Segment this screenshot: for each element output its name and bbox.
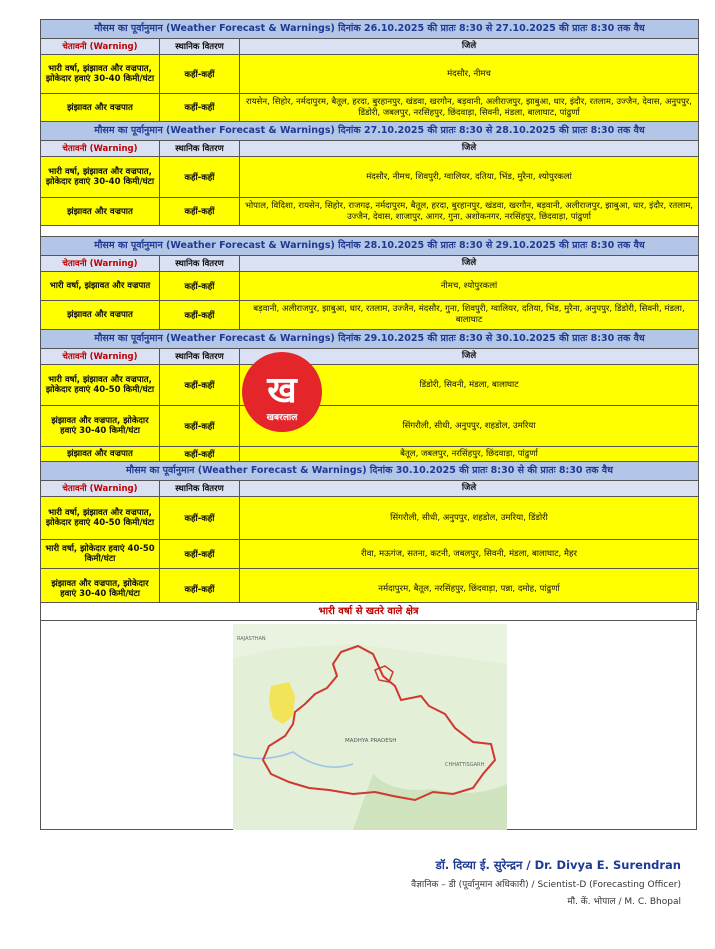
table-row	[41, 497, 698, 540]
risk-map-panel	[40, 602, 697, 830]
risk-map	[233, 624, 507, 830]
header-text: (Warning)	[89, 143, 138, 154]
warning-cell: झंझावत और वज्रपात, झोकेदार हवाएं 30-40 किमी/घंटा	[41, 406, 160, 446]
districts-cell: जिले	[461, 483, 477, 493]
header-text: मौसम का पूर्वानुमान	[94, 240, 163, 251]
table-row	[41, 365, 698, 406]
warning-cell	[41, 39, 160, 54]
warning-cell: झंझावत और वज्रपात, झोकेदार हवाएं 30-40 किमी/घंटा	[41, 569, 160, 609]
distribution-cell: कहीं-कहीं	[160, 198, 240, 225]
section-header	[41, 20, 698, 39]
header-text: दिनांक 30.10.2025 की प्रातः 8:30 से की प्रातः 8:30 तक वैध	[369, 465, 613, 476]
header-text: मौसम का पूर्वानुमान	[94, 125, 163, 136]
districts-cell: जिले	[461, 351, 477, 361]
header-text: (Weather Forecast & Warnings)	[166, 23, 335, 34]
distribution-cell: कहीं-कहीं	[160, 272, 240, 300]
districts-cell: जिले	[461, 41, 477, 51]
warning-cell: भारी वर्षा, झंझावत और वज्रपात, झोकेदार हवाएं 30-40 किमी/घंटा	[41, 157, 160, 197]
table-row	[41, 406, 698, 447]
logo-letter: ख	[267, 370, 297, 411]
header-text: चेतावनी	[62, 483, 87, 494]
header-text: दिनांक 27.10.2025 की प्रातः 8:30 से 28.10.2025 की प्रातः 8:30 तक वैध	[338, 125, 645, 136]
header-text: मौसम का पूर्वानुमान	[94, 333, 163, 344]
section-header	[41, 122, 698, 141]
distribution-cell: कहीं-कहीं	[160, 94, 240, 121]
warning-cell	[41, 141, 160, 156]
districts-cell: रीवा, मऊगंज, सतना, कटनी, जबलपुर, सिवनी, मंडला, बालाघाट, मैहर	[361, 548, 577, 559]
section-header	[41, 237, 698, 256]
districts-cell: भोपाल, विदिशा, रायसेन, सिहोर, राजगढ़, नर्मदापुरम, बैतूल, हरदा, बुरहानपुर, खंडवा, खरगौन, बड़वानी, अलीराजपुर, झाबुआ, धार, इंदौर, रतलाम, उज्जैन, देवास, शाजापुर, आगर, गुना, अशोकनगर, नरसिंहपुर, छिंदवाड़ा, पांढुर्णा	[244, 200, 694, 222]
header-text: चेतावनी	[62, 351, 87, 362]
map-label-rajasthan: RAJASTHAN	[237, 636, 266, 642]
distribution-cell: कहीं-कहीं	[160, 406, 240, 446]
header-text: मौसम का पूर्वानुमान	[94, 23, 163, 34]
districts-cell: रायसेन, सिहोर, नर्मदापुरम, बैतूल, हरदा, बुरहानपुर, खंडवा, खरगौन, बड़वानी, अलीराजपुर, झाबुआ, धार, इंदौर, रतलाम, उज्जैन, देवास, अनुपपुर, डिंडोरी, जबलपुर, नरसिंहपुर, छिंदवाड़ा, सिवनी, मंडला, बालाघाट, पांढुर्णा	[246, 96, 692, 118]
officer-designation: वैज्ञानिक – डी (पूर्वानुमान अधिकारी) / Scientist-D (Forecasting Officer)	[411, 880, 681, 890]
warning-cell: झंझावत और वज्रपात	[41, 94, 160, 121]
warning-cell: भारी वर्षा, झोकेदार हवाएं 40-50 किमी/घंटा	[41, 540, 160, 568]
districts-cell: नीमच, श्योपुरकलां	[440, 280, 498, 291]
distribution-cell: कहीं-कहीं	[160, 365, 240, 405]
section-header	[41, 330, 698, 349]
table-row	[41, 272, 698, 301]
header-text: मौसम का पूर्वानुमान	[125, 465, 195, 476]
distribution-cell: स्थानिक वितरण	[160, 349, 240, 364]
districts-cell: मंदसौर, नीमच, शिवपुरी, ग्वालियर, दतिया, भिंड, मुरैना, श्योपुरकलां	[366, 171, 572, 182]
khabarlal-logo	[241, 350, 323, 434]
column-header-row	[41, 141, 698, 157]
header-text: (Weather Forecast & Warnings)	[166, 333, 335, 344]
districts-cell: जिले	[461, 143, 477, 153]
header-text: (Warning)	[89, 258, 138, 269]
distribution-cell: कहीं-कहीं	[160, 497, 240, 539]
header-text: दिनांक 26.10.2025 की प्रातः 8:30 से 27.10.2025 की प्रातः 8:30 तक वैध	[338, 23, 645, 34]
map-title: भारी वर्षा से खतरे वाले क्षेत्र	[41, 603, 696, 621]
table-row	[41, 55, 698, 94]
map-label-mp: MADHYA PRADESH	[345, 738, 397, 744]
districts-cell: बड़वानी, अलीराजपुर, झाबुआ, धार, रतलाम, उज्जैन, मंदसौर, गुना, शिवपुरी, ग्वालियर, दतिया, भिंड, मुरैना, अनुपपुर, डिंडोरी, सिवनी, मंडला, बालाघाट	[253, 304, 685, 325]
warning-cell: भारी वर्षा, झंझावत और वज्रपात, झोकेदार हवाएं 30-40 किमी/घंटा	[41, 55, 160, 93]
warning-cell	[41, 256, 160, 271]
signature-block	[411, 858, 681, 907]
header-text: दिनांक 29.10.2025 की प्रातः 8:30 से 30.10.2025 की प्रातः 8:30 तक वैध	[338, 333, 645, 344]
warning-cell	[41, 349, 160, 364]
distribution-cell: कहीं-कहीं	[160, 301, 240, 329]
distribution-cell: स्थानिक वितरण	[160, 481, 240, 496]
distribution-cell: कहीं-कहीं	[160, 540, 240, 568]
table-row	[41, 157, 698, 198]
distribution-cell: कहीं-कहीं	[160, 55, 240, 93]
warning-cell: झंझावत और वज्रपात	[41, 301, 160, 329]
header-text: चेतावनी	[62, 258, 87, 269]
districts-cell: सिंगरौली, सीधी, अनुपपुर, शहडोल, उमरिया, डिंडोरी	[390, 512, 548, 523]
table-row	[41, 447, 698, 462]
districts-cell: सिंगरौली, सीधी, अनुपपुर, शहडोल, उमरिया	[402, 420, 536, 431]
distribution-cell: स्थानिक वितरण	[160, 256, 240, 271]
districts-cell: मंदसौर, नीमच	[447, 68, 491, 79]
forecast-table	[40, 19, 699, 610]
table-row	[41, 540, 698, 569]
warning-cell: भारी वर्षा, झंझावत और वज्रपात, झोकेदार हवाएं 40-50 किमी/घंटा	[41, 497, 160, 539]
warning-cell: झंझावत और वज्रपात	[41, 447, 160, 461]
districts-cell: नर्मदापुरम, बैतूल, नरसिंहपुर, छिंदवाड़ा, पन्ना, दमोह, पांढुर्णा	[378, 583, 560, 594]
column-header-row	[41, 481, 698, 497]
distribution-cell: कहीं-कहीं	[160, 157, 240, 197]
header-text: चेतावनी	[62, 41, 87, 52]
table-row	[41, 198, 698, 226]
map-label-chhattisgarh: CHHATTISGARH	[445, 762, 485, 768]
column-header-row	[41, 39, 698, 55]
districts-cell: बैतूल, जबलपुर, नरसिंहपुर, छिंदवाड़ा, पांढुर्णा	[400, 448, 538, 459]
officer-office: मौ. कें. भोपाल / M. C. Bhopal	[567, 897, 681, 907]
spacer-row	[41, 226, 698, 237]
header-text: (Warning)	[89, 351, 138, 362]
distribution-cell: स्थानिक वितरण	[160, 141, 240, 156]
column-header-row	[41, 349, 698, 365]
warning-cell: भारी वर्षा, झंझावत और वज्रपात	[41, 272, 160, 300]
header-text: (Warning)	[89, 41, 138, 52]
table-row	[41, 94, 698, 122]
header-text: (Warning)	[89, 483, 138, 494]
section-header	[41, 462, 698, 481]
header-text: चेतावनी	[62, 143, 87, 154]
header-text: दिनांक 28.10.2025 की प्रातः 8:30 से 29.10.2025 की प्रातः 8:30 तक वैध	[338, 240, 645, 251]
warning-cell: झंझावत और वज्रपात	[41, 198, 160, 225]
warning-cell: भारी वर्षा, झंझावत और वज्रपात, झोकेदार हवाएं 40-50 किमी/घंटा	[41, 365, 160, 405]
officer-name: डॉ. दिव्या ई. सुरेन्द्रन / Dr. Divya E. Surendran	[435, 858, 681, 872]
distribution-cell: कहीं-कहीं	[160, 447, 240, 461]
distribution-cell: स्थानिक वितरण	[160, 39, 240, 54]
districts-cell: डिंडोरी, सिवनी, मंडला, बालाघाट	[419, 379, 519, 390]
logo-text: खबरलाल	[266, 413, 298, 423]
warning-cell	[41, 481, 160, 496]
header-text: (Weather Forecast & Warnings)	[166, 125, 335, 136]
districts-cell: जिले	[461, 258, 477, 268]
distribution-cell: कहीं-कहीं	[160, 569, 240, 609]
header-text: (Weather Forecast & Warnings)	[166, 240, 335, 251]
table-row	[41, 301, 698, 330]
column-header-row	[41, 256, 698, 272]
header-text: (Weather Forecast & Warnings)	[197, 465, 367, 476]
